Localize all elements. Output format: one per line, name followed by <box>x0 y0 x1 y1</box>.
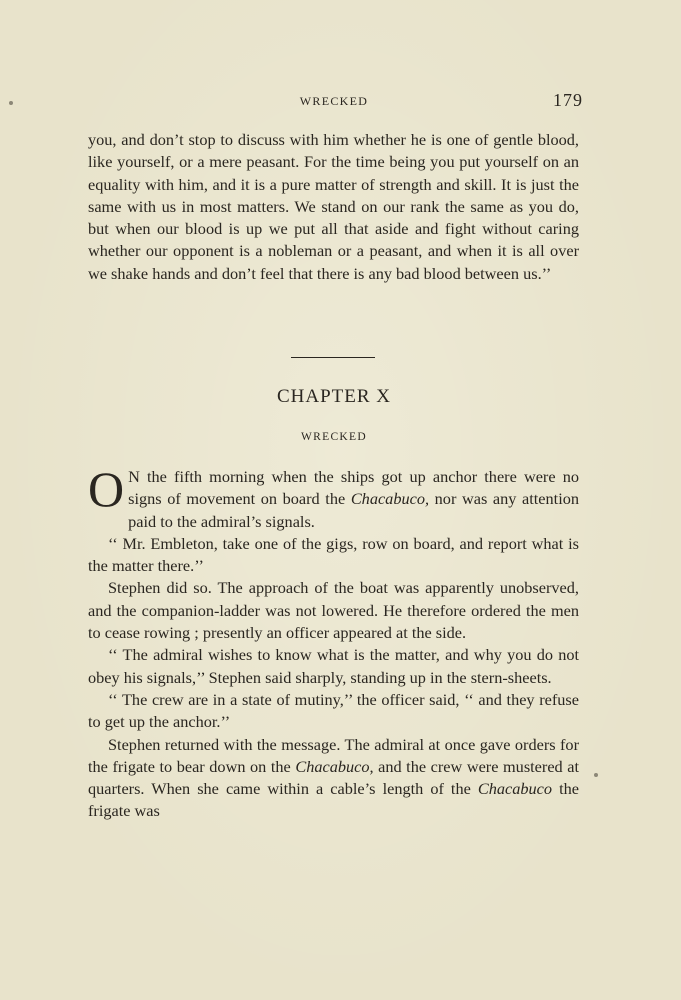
paragraph-text: and the crew were mustered at quarters. When she came within a cable’s length of the <box>88 756 580 799</box>
chapter-subtitle: WRECKED <box>301 431 367 443</box>
chapter-text <box>88 461 580 823</box>
ship-name: Chacabuco <box>477 779 553 799</box>
ship-name: Chacabuco, <box>295 756 374 776</box>
section-divider <box>291 357 375 358</box>
running-head <box>0 92 681 112</box>
paragraph-last <box>88 734 579 823</box>
paragraph-opening <box>88 461 580 533</box>
paragraph-text: N the fifth morning when the ships got up anchor there were no signs of movement on board the <box>128 467 579 509</box>
page-number: 179 <box>553 90 583 110</box>
paper-speck <box>9 101 13 105</box>
paper-speck <box>594 773 598 777</box>
drop-cap: O <box>88 461 125 517</box>
paragraph: ‘‘ The crew are in a state of mutiny,’’ the officer said, ‘‘ and they refuse to get up the anchor.’’ <box>88 689 579 732</box>
paragraph-text: nor was any attention paid to the admiral’s signals. <box>128 489 580 531</box>
chapter-heading: CHAPTER X <box>276 386 392 407</box>
paragraph: ‘‘ The admiral wishes to know what is the matter, and why you do not obey his signals,’’ Stephen said sharply, standing up in the stern-sheets. <box>88 645 579 687</box>
ship-name: Chacabuco, <box>350 489 430 509</box>
running-title: WRECKED <box>299 94 369 108</box>
paragraph-text: Stephen returned with the message. The admiral at once gave orders for the frigate to bear down on the <box>88 734 579 776</box>
paragraph-text: the frigate was <box>88 779 579 821</box>
paragraph: Stephen did so. The approach of the boat was apparently unobserved, and the companion-ladder was not lowered. He therefore ordered the men to cease rowing ; presently an officer appeared at the side. <box>88 578 579 643</box>
continued-text <box>88 129 579 285</box>
paragraph: ‘‘ Mr. Embleton, take one of the gigs, row on board, and report what is the matter there.’’ <box>88 533 579 576</box>
paragraph-continued: you, and don’t stop to discuss with him whether he is one of gentle blood, like yourself, or a mere peasant. For the time being you put yourself on an equality with him, and it is a pure matter of strength and skill. It is just the same with us in most matters. We stand on our rank the same as you do, but when our blood is up we put all that aside and fight without caring whether our opponent is a nobleman or a peasant, and when it is all over we shake hands and don’t feel that there is any bad blood between us.’’ <box>88 130 579 283</box>
